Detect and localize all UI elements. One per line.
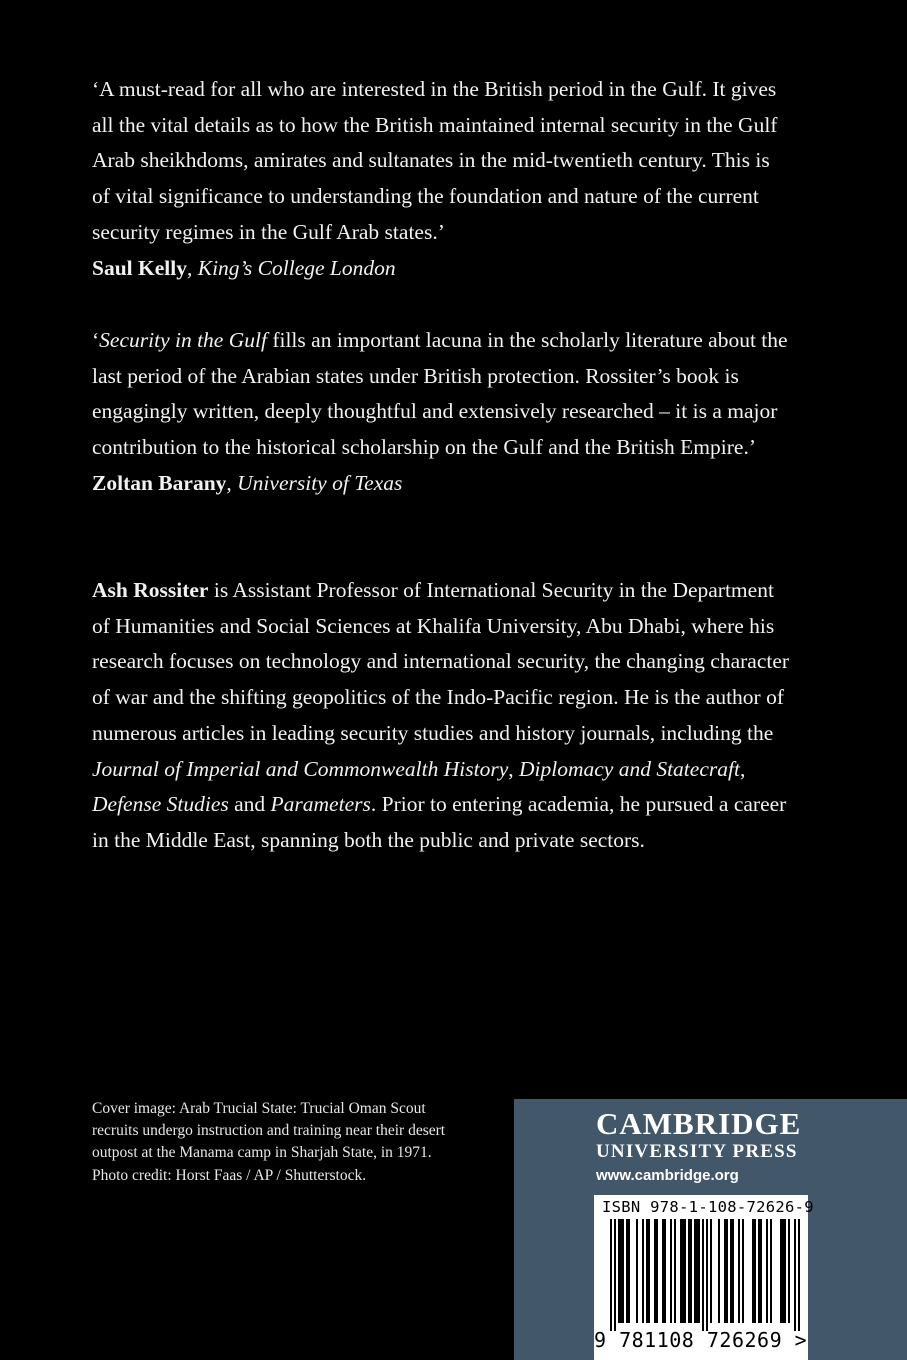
publisher-subtitle: UNIVERSITY PRESS: [596, 1141, 798, 1162]
barcode-bar: [694, 1219, 696, 1323]
barcode-bar: [654, 1219, 656, 1323]
barcode-bar: [646, 1219, 648, 1323]
review-quote-1-attribution: Saul Kelly, King’s College London: [92, 255, 396, 280]
review-quote-1-text: ‘A must-read for all who are interested in the British period in the Gulf. It gives all the vital details as to how the British maintained internal security in the Gulf Arab sheikhdoms, amirates and sultanates in the mid-twentieth century. This is of vital significance to understanding the foundation and nature of the current security regimes in the Gulf Arab states.’: [92, 77, 778, 244]
barcode-bar: [782, 1219, 784, 1323]
barcode-bar: [702, 1219, 704, 1331]
barcode-bar: [670, 1219, 672, 1323]
barcode-bar: [680, 1219, 682, 1323]
review-quote-2-attribution: Zoltan Barany, University of Texas: [92, 470, 403, 495]
publisher-name: CAMBRIDGE: [596, 1106, 802, 1141]
author-bio-text: [92, 573, 792, 859]
barcode-bar: [738, 1219, 740, 1323]
author-name: Ash Rossiter: [92, 578, 209, 602]
barcode-bar: [754, 1219, 756, 1323]
barcode-bar: [636, 1219, 638, 1323]
barcode-bar: [642, 1219, 644, 1323]
journal-3: Defense Studies: [92, 792, 229, 817]
photo-credit: Photo credit: Horst Faas / AP / Shutterstock.: [92, 1166, 367, 1184]
review-quote-1-affiliation: King’s College London: [197, 255, 396, 280]
barcode-bar: [656, 1219, 658, 1323]
publisher-url: www.cambridge.org: [596, 1167, 739, 1184]
publisher-panel: [514, 1099, 907, 1360]
cover-image-caption: Cover image: Arab Trucial State: Trucial Oman Scout recruits undergo instruction and training near their desert outpost at the Manama camp in Sharjah State, in 1971.: [92, 1100, 446, 1162]
ean-digits: 9 781108 726269 >: [594, 1328, 808, 1352]
review-quote-2-open-mark: ‘: [92, 328, 100, 352]
barcode-bar: [788, 1219, 790, 1323]
barcode-bar: [690, 1219, 692, 1323]
barcode-bar: [794, 1219, 796, 1331]
barcode-bar: [620, 1219, 622, 1323]
review-quote-1: [92, 72, 792, 286]
barcode-bar: [614, 1219, 616, 1331]
barcode-bar: [688, 1219, 690, 1323]
barcode-bar: [684, 1219, 686, 1323]
barcode-bar: [766, 1219, 768, 1323]
barcode-bar: [682, 1219, 684, 1323]
barcode-bar: [648, 1219, 650, 1323]
barcode-bar: [622, 1219, 624, 1323]
author-bio-part1: is Assistant Professor of International Security in the Department of Humanities and Social Sciences at Khalifa University, Abu Dhabi, where his research focuses on technology and international security, the changing character of war and the shifting geopolitics of the Indo-Pacific region. He is the author of numerous articles in leading security studies and history journals, including the: [92, 578, 790, 745]
barcode-bar: [696, 1219, 698, 1323]
barcode-bar: [784, 1219, 786, 1323]
journal-1: Journal of Imperial and Commonwealth History: [92, 756, 509, 781]
barcode-bar: [732, 1219, 734, 1323]
barcode-bar: [706, 1219, 708, 1331]
barcode-bar: [798, 1219, 800, 1331]
barcode-bar: [780, 1219, 782, 1323]
barcode-box: [594, 1195, 814, 1360]
review-quote-2-affiliation: University of Texas: [237, 470, 403, 495]
barcode-bar: [726, 1219, 728, 1323]
review-quote-2-body: [92, 323, 792, 466]
barcode-bar: [742, 1219, 744, 1323]
barcode-bar: [674, 1219, 676, 1323]
barcode-bar: [662, 1219, 664, 1323]
barcode-icon: [600, 1219, 802, 1331]
isbn-label: ISBN 978-1-108-72626-9: [602, 1198, 814, 1216]
journal-4: Parameters: [270, 792, 371, 817]
barcode-bar: [718, 1219, 720, 1323]
barcode-bar: [760, 1219, 762, 1323]
journal-2: Diplomacy and Statecraft: [519, 756, 740, 781]
review-quote-2-author: Zoltan Barany: [92, 470, 227, 495]
barcode-bar: [710, 1219, 712, 1323]
barcode-bar: [730, 1219, 732, 1323]
barcode-bar: [724, 1219, 726, 1323]
barcode-bar: [618, 1219, 620, 1323]
barcode-bar: [752, 1219, 754, 1323]
review-quote-2-text: fills an important lacuna in the scholarly literature about the last period of the Arabian states under British protection. Rossiter’s book is engagingly written, deeply thoughtful and extensively researched – it is a major contribution to the historical scholarship on the Gulf and the British Empire.’: [92, 328, 788, 460]
cover-image-credit: [92, 1098, 472, 1187]
barcode-bar: [664, 1219, 666, 1323]
review-quote-1-author: Saul Kelly: [92, 255, 187, 280]
review-quote-2-book-title: Security in the Gulf: [99, 328, 267, 352]
barcode-bar: [610, 1219, 612, 1331]
barcode-bar: [698, 1219, 700, 1323]
barcode-bar: [770, 1219, 772, 1323]
sep-2: ,: [739, 756, 746, 781]
barcode-bar: [758, 1219, 760, 1323]
sep-3: and: [228, 792, 271, 817]
barcode-bar: [626, 1219, 628, 1323]
barcode-bar: [628, 1219, 630, 1323]
author-bio: [92, 573, 792, 859]
author-bio-part2: . Prior to entering academia, he pursued a career in the Middle East, spanning both the public and private sectors.: [92, 792, 787, 852]
sep-1: ,: [508, 756, 519, 781]
review-quote-2: [92, 323, 792, 502]
